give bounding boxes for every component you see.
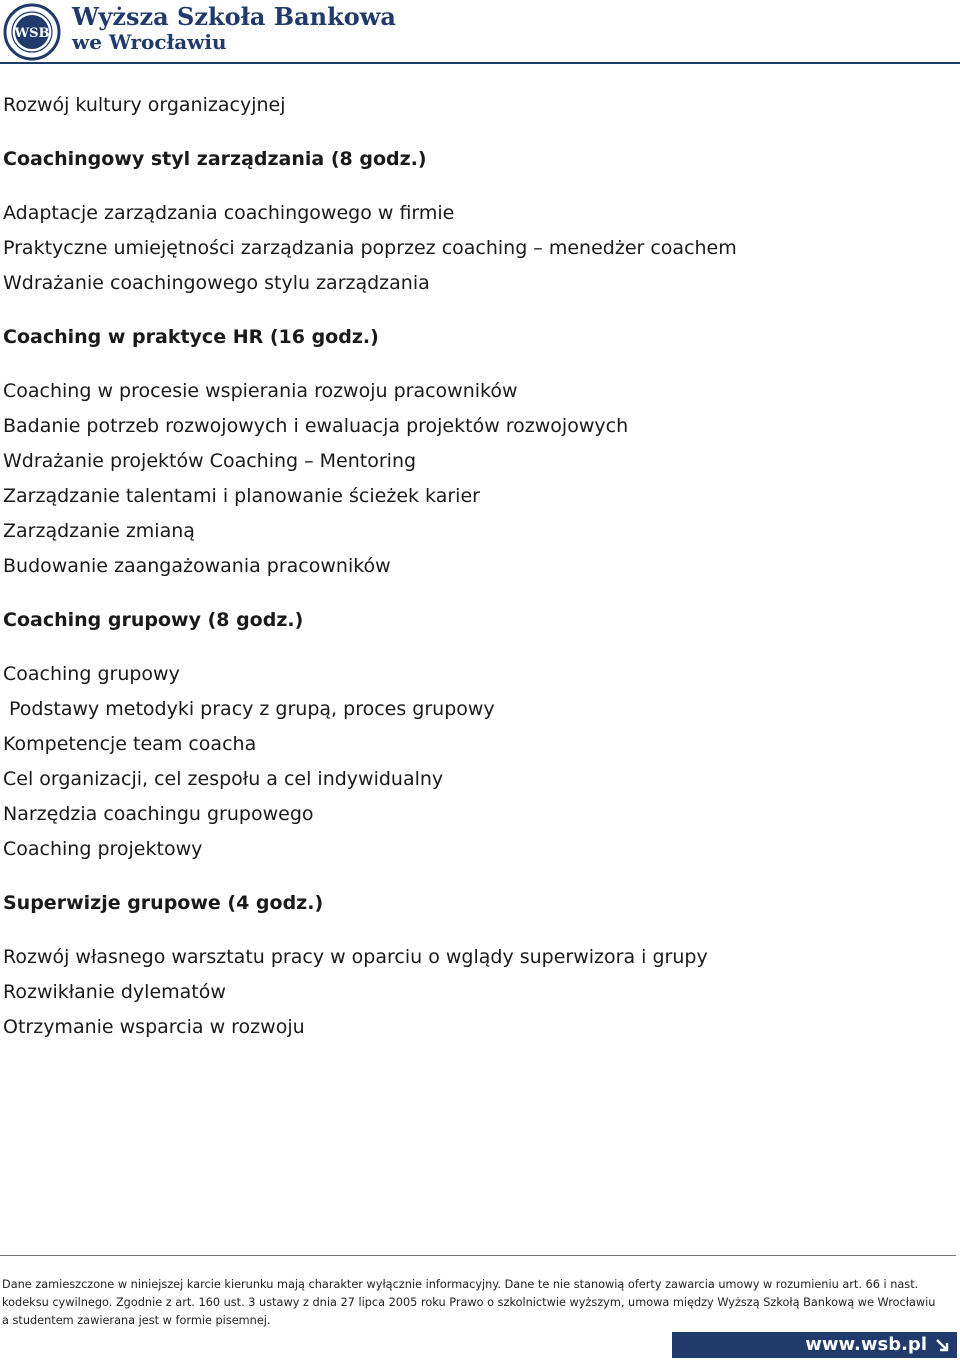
list-item: Narzędzia coachingu grupowego — [3, 803, 314, 825]
footer-line: a studentem zawierana jest w formie pisemnej. — [2, 1314, 271, 1327]
section-heading: Superwizje grupowe (4 godz.) — [3, 892, 324, 914]
section-heading: Coaching w praktyce HR (16 godz.) — [3, 326, 379, 348]
list-item: Budowanie zaangażowania pracowników — [3, 555, 391, 577]
footer-divider — [0, 1255, 956, 1256]
website-link[interactable]: www.wsb.pl — [805, 1334, 927, 1355]
footer-disclaimer — [2, 1276, 957, 1330]
list-item: Wdrażanie projektów Coaching – Mentoring — [3, 450, 417, 472]
intro-line: Rozwój kultury organizacyjnej — [3, 94, 286, 116]
list-item: Cel organizacji, cel zespołu a cel indywidualny — [3, 768, 444, 790]
page-header — [0, 0, 960, 64]
list-item: Podstawy metodyki pracy z grupą, proces grupowy — [9, 698, 495, 720]
list-item: Rozwój własnego warsztatu pracy w oparciu o wglądy superwizora i grupy — [3, 946, 708, 968]
list-item: Zarządzanie zmianą — [3, 520, 195, 542]
footer-line: Dane zamieszczone w niniejszej karcie kierunku mają charakter wyłącznie informacyjny. Dane te nie stanowią oferty zawarcia umowy w rozumieniu art. 66 i nast. — [2, 1278, 919, 1291]
arrow-icon — [935, 1338, 949, 1352]
list-item: Wdrażanie coachingowego stylu zarządzania — [3, 272, 430, 294]
section-heading: Coachingowy styl zarządzania (8 godz.) — [3, 148, 427, 170]
list-item: Otrzymanie wsparcia w rozwoju — [3, 1016, 305, 1038]
program-content — [3, 88, 953, 1045]
logo-title-line2: we Wrocławiu — [72, 30, 227, 54]
section-heading: Coaching grupowy (8 godz.) — [3, 609, 304, 631]
list-item: Kompetencje team coacha — [3, 733, 257, 755]
list-item: Coaching projektowy — [3, 838, 203, 860]
list-item: Badanie potrzeb rozwojowych i ewaluacja projektów rozwojowych — [3, 415, 629, 437]
logo-title-line1: Wyższa Szkoła Bankowa — [72, 2, 396, 31]
list-item: Zarządzanie talentami i planowanie ścieżek karier — [3, 485, 480, 507]
list-item: Adaptacje zarządzania coachingowego w firmie — [3, 202, 455, 224]
list-item: Praktyczne umiejętności zarządzania poprzez coaching – menedżer coachem — [3, 237, 737, 259]
logo-seal-text: WSB — [14, 26, 50, 41]
list-item: Coaching w procesie wspierania rozwoju pracowników — [3, 380, 518, 402]
list-item: Rozwikłanie dylematów — [3, 981, 226, 1003]
footer-line: kodeksu cywilnego. Zgodnie z art. 160 ust. 3 ustawy z dnia 27 lipca 2005 roku Prawo o szkolnictwie wyższym, umowa między Wyższą Szkołą Bankową we Wrocławiu — [2, 1296, 936, 1309]
list-item: Coaching grupowy — [3, 663, 180, 685]
wsb-seal-icon — [3, 3, 61, 61]
website-link-bar[interactable] — [672, 1332, 957, 1358]
header-divider — [0, 62, 960, 64]
